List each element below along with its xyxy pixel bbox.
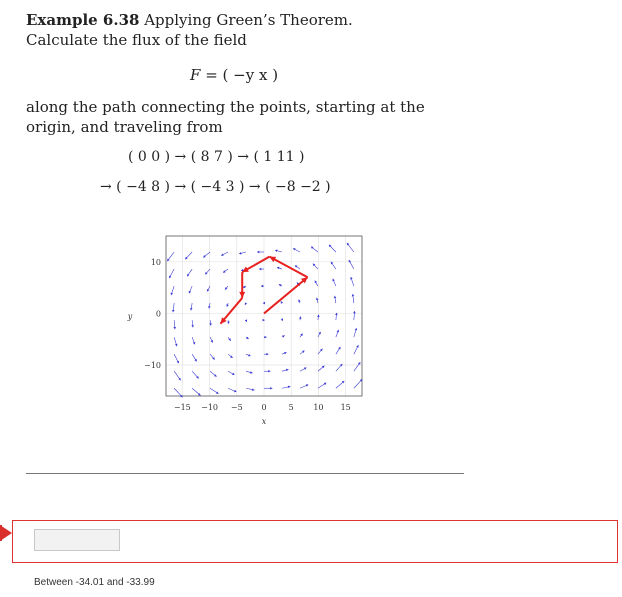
example-label: Example 6.38 [26,11,140,29]
vector-arrowhead [275,249,277,252]
vector-arrowhead [223,270,226,272]
vector-arrowhead [227,321,230,323]
vector-arrowhead [358,362,360,365]
vector-arrowhead [250,371,252,374]
vector-arrowhead [228,338,230,341]
axis-ticks [127,258,351,426]
y-tick-label: 10 [150,257,161,267]
vector-arrowhead [266,353,268,356]
x-tick-label: −10 [201,403,219,412]
vector-arrowhead [245,319,247,322]
example-title: Applying Green’s Theorem. [139,11,353,29]
x-tick-label: 5 [288,403,294,412]
x-tick-label: −15 [173,403,191,412]
vector-arrowhead [259,268,261,271]
vector-arrowhead [288,386,290,389]
answer-feedback: Between -34.01 and -33.99 [34,577,155,588]
section-divider [26,473,464,474]
vector-arrowhead [300,334,302,337]
vector-arrowhead [270,387,272,390]
x-tick-label: 10 [313,403,324,412]
vector-arrowhead [268,370,270,373]
vector-arrowhead [245,302,247,305]
path-arrowhead [239,292,245,298]
vector-arrowhead [295,265,298,267]
path-segment [269,257,307,278]
instruction-text: Calculate the flux of the field [26,31,247,49]
vector-arrowhead [281,318,283,321]
vector-arrowhead [191,325,194,327]
answer-input[interactable] [34,529,120,551]
vector-arrowhead [264,336,266,339]
vector-arrowhead [178,378,180,381]
x-tick-label: 0 [261,403,267,412]
path-description: along the path connecting the points, starting at the origin, and traveling from [26,98,425,136]
y-axis-label: y [127,312,133,321]
field-equation [190,66,278,84]
path-segment [264,277,308,313]
vector-field-plot [120,228,370,428]
y-tick-label: 0 [155,309,161,319]
path-points-line-2: → ( −4 8 ) → ( −4 3 ) → ( −8 −2 ) [100,179,331,195]
equation-lhs: F [190,66,201,84]
equation-rhs: = ( −y x ) [205,66,279,84]
vector-arrowhead [299,316,302,318]
error-marker-arrow [0,525,12,541]
vector-arrowhead [355,328,358,330]
vector-arrowhead [261,285,263,288]
path-points-line-1: ( 0 0 ) → ( 8 7 ) → ( 1 11 ) [128,149,305,165]
y-tick-label: −10 [144,361,161,371]
vector-arrowhead [239,252,241,255]
vector-arrowhead [252,388,254,391]
vector-arrowhead [286,369,288,372]
x-axis-label: x [261,417,267,426]
vector-arrowhead [173,327,176,329]
vector-arrowhead [353,311,356,313]
vector-arrowhead [257,251,259,254]
x-tick-label: 15 [340,403,351,412]
vector-arrows [167,243,362,397]
vector-arrowhead [281,301,283,304]
x-tick-label: −5 [230,403,243,412]
example-heading [26,10,353,30]
vector-arrowhead [175,344,178,346]
